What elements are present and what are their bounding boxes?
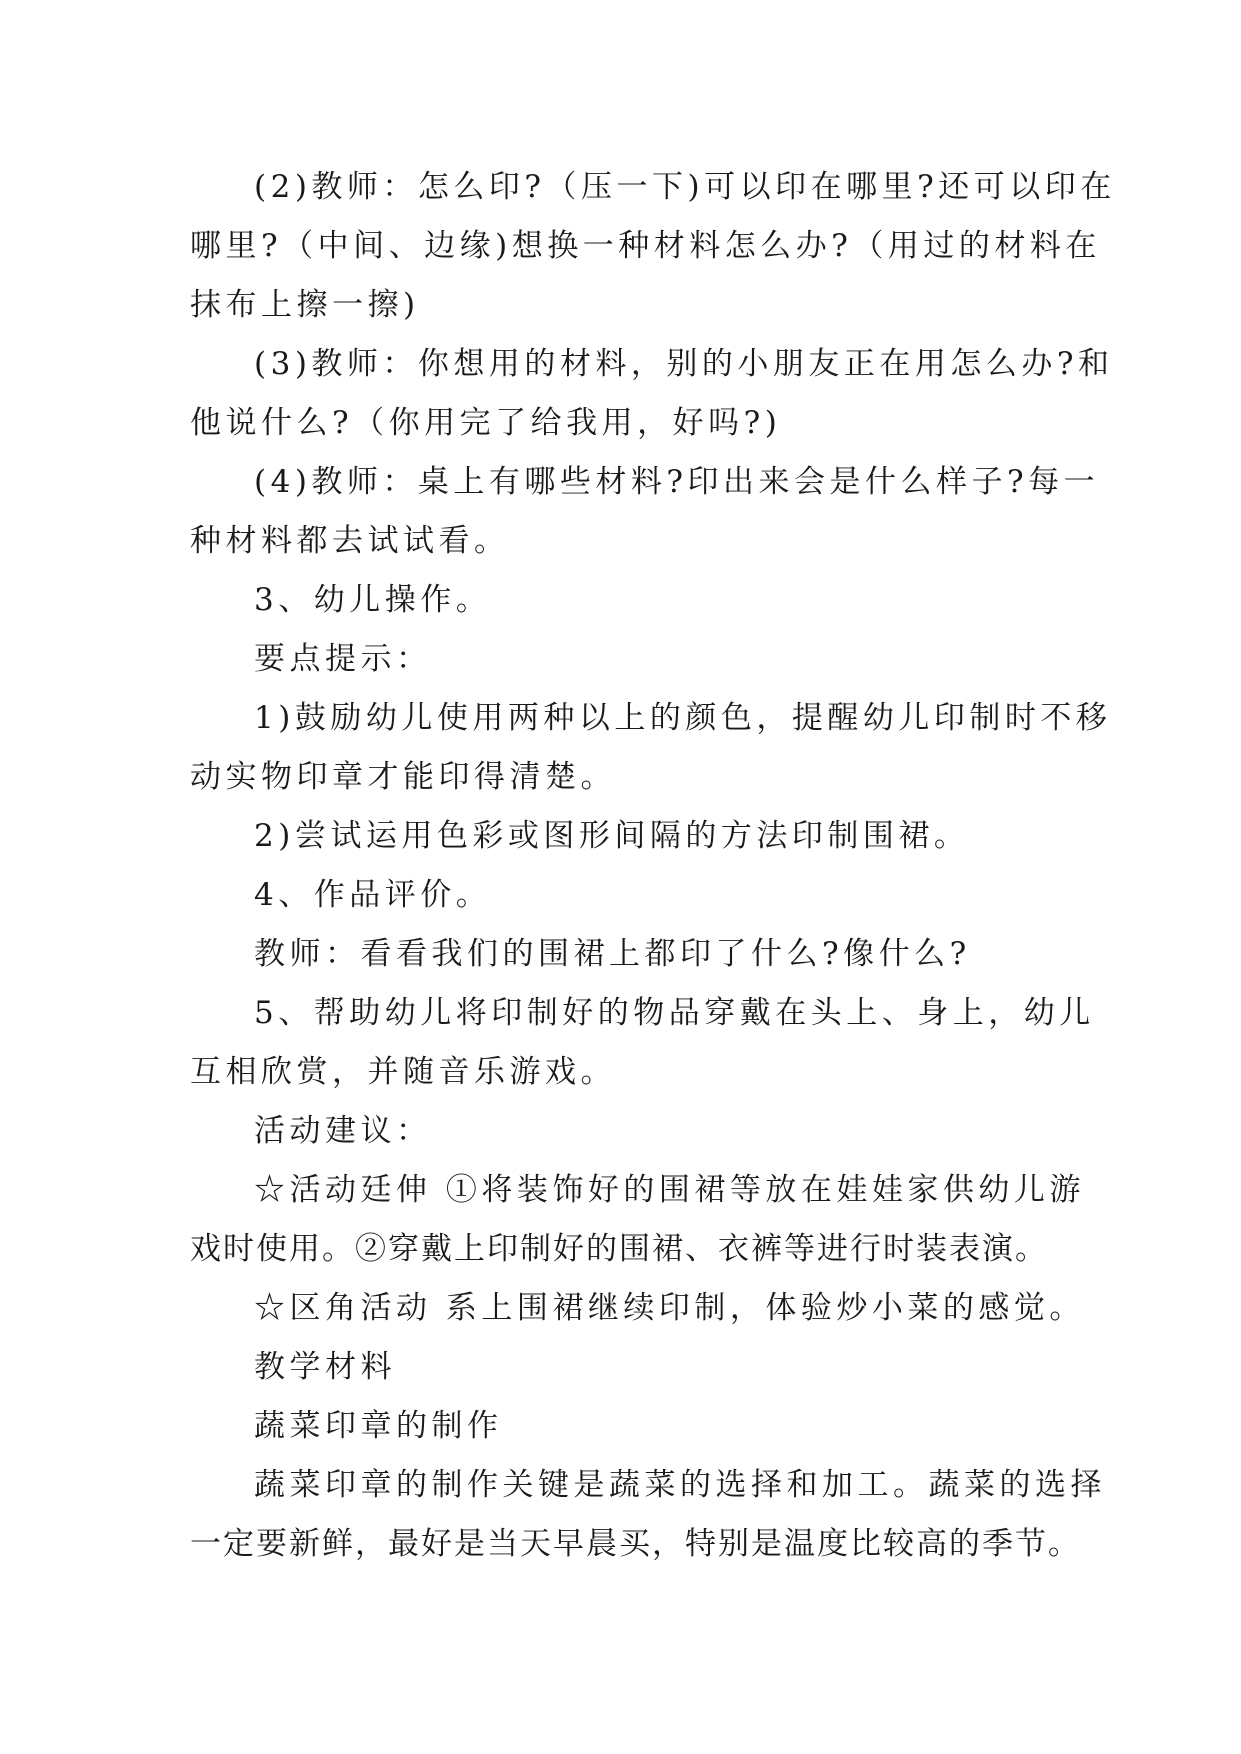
subheading: 活动建议： xyxy=(254,1113,432,1149)
paragraph-line: 一定要新鲜，最好是当天早晨买，特别是温度比较高的季节。 xyxy=(190,1526,1081,1562)
paragraph-line: 动实物印章才能印得清楚。 xyxy=(190,759,616,795)
paragraph-line: 2)尝试运用色彩或图形间隔的方法印制围裙。 xyxy=(254,818,970,854)
paragraph-line: (2)教师：怎么印?（压一下)可以印在哪里?还可以印在 xyxy=(254,169,1116,205)
paragraph-line: ☆区角活动 系上围裙继续印制，体验炒小菜的感觉。 xyxy=(254,1290,1085,1326)
paragraph-line: 5、帮助幼儿将印制好的物品穿戴在头上、身上，幼儿 xyxy=(254,995,1095,1031)
paragraph-line: 种材料都去试试看。 xyxy=(190,523,510,559)
paragraph-line: 教师：看看我们的围裙上都印了什么?像什么? xyxy=(254,936,971,972)
paragraph-line: 1)鼓励幼儿使用两种以上的颜色，提醒幼儿印制时不移 xyxy=(254,700,1112,736)
section-heading: 教学材料 xyxy=(254,1349,396,1385)
section-heading: 4、作品评价。 xyxy=(254,877,492,913)
paragraph-line: 戏时使用。②穿戴上印制好的围裙、衣裤等进行时装表演。 xyxy=(190,1231,1048,1267)
subheading: 要点提示： xyxy=(254,641,432,677)
section-heading: 3、幼儿操作。 xyxy=(254,582,492,618)
paragraph-line: 抹布上擦一擦) xyxy=(190,287,420,323)
paragraph-line: 他说什么?（你用完了给我用，好吗?) xyxy=(190,405,782,441)
paragraph-line: ☆活动廷伸 ①将装饰好的围裙等放在娃娃家供幼儿游 xyxy=(254,1172,1085,1208)
paragraph-line: 互相欣赏，并随音乐游戏。 xyxy=(190,1054,616,1090)
paragraph-line: 哪里?（中间、边缘)想换一种材料怎么办?（用过的材料在 xyxy=(190,228,1101,264)
paragraph-line: 蔬菜印章的制作关键是蔬菜的选择和加工。蔬菜的选择 xyxy=(254,1467,1106,1503)
document-body xyxy=(190,158,1116,1574)
paragraph-line: (4)教师：桌上有哪些材料?印出来会是什么样子?每一 xyxy=(254,464,1100,500)
subheading: 蔬菜印章的制作 xyxy=(254,1408,503,1444)
paragraph-line: (3)教师：你想用的材料，别的小朋友正在用怎么办?和 xyxy=(254,346,1114,382)
